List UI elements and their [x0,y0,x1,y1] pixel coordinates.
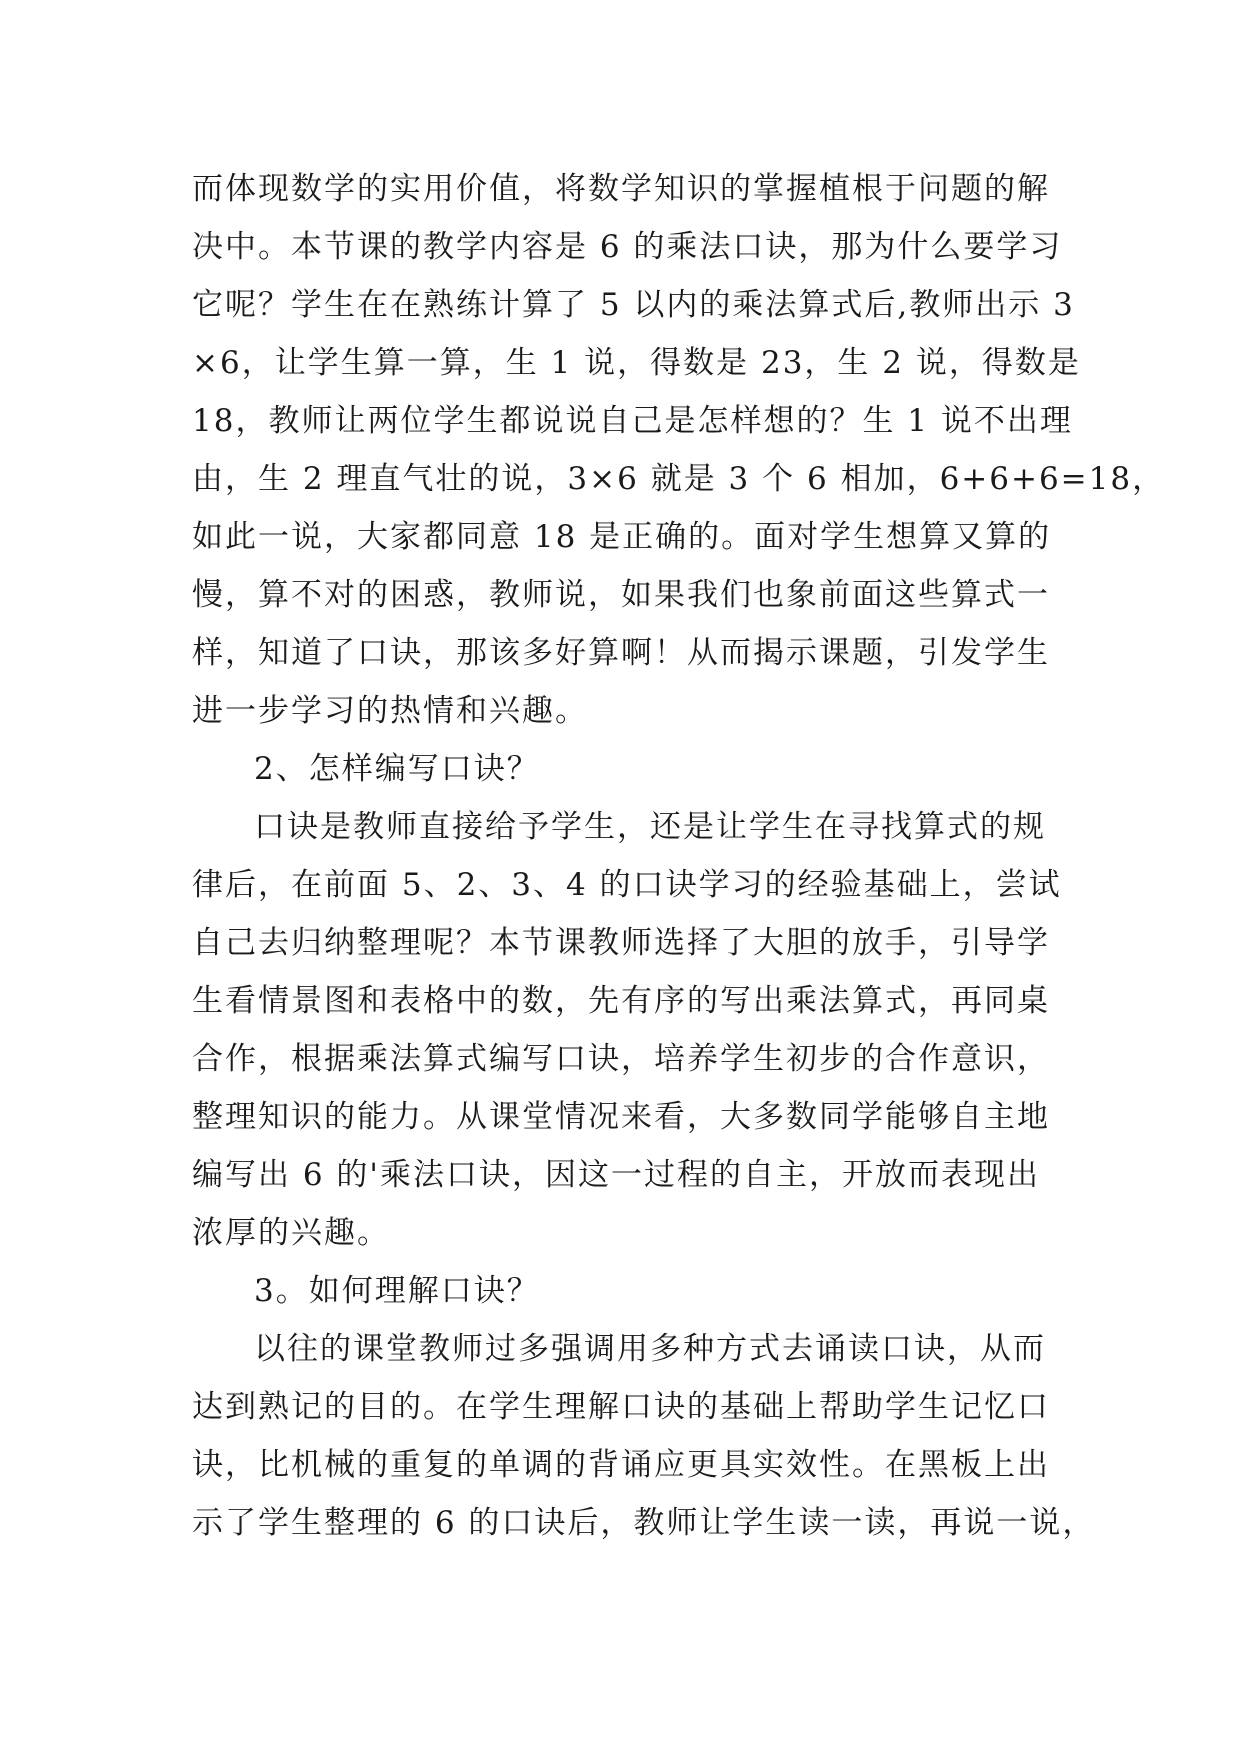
text-line: 合作，根据乘法算式编写口诀，培养学生初步的合作意识， [192,1041,1050,1077]
text-line: 诀，比机械的重复的单调的背诵应更具实效性。在黑板上出 [192,1447,1050,1483]
text-line: 生看情景图和表格中的数，先有序的写出乘法算式，再同桌 [192,983,1050,1019]
text-line: 18，教师让两位学生都说说自己是怎样想的？生 1 说不出理 [192,403,1073,439]
paragraph-first-line: 以往的课堂教师过多强调用多种方式去诵读口诀，从而 [254,1331,1046,1367]
paragraph-first-line: 口诀是教师直接给予学生，还是让学生在寻找算式的规 [254,809,1046,845]
text-line: 编写出 6 的'乘法口诀，因这一过程的自主，开放而表现出 [192,1157,1040,1193]
document-body [192,160,1166,1552]
text-line: 示了学生整理的 6 的口诀后，教师让学生读一读，再说一说， [192,1505,1096,1541]
text-line: 慢，算不对的困惑，教师说，如果我们也象前面这些算式一 [192,577,1050,613]
section-heading: 2、怎样编写口诀？ [254,751,540,787]
text-line: 样，知道了口诀，那该多好算啊！从而揭示课题，引发学生 [192,635,1050,671]
text-line: 由，生 2 理直气壮的说，3×6 就是 3 个 6 相加，6+6+6=18， [192,461,1166,497]
text-line: 律后，在前面 5、2、3、4 的口诀学习的经验基础上，尝试 [192,867,1062,903]
text-line: 浓厚的兴趣。 [192,1215,390,1251]
section-heading: 3。如何理解口诀？ [254,1273,540,1309]
text-line: 达到熟记的目的。在学生理解口诀的基础上帮助学生记忆口 [192,1389,1050,1425]
text-line: 它呢？学生在在熟练计算了 5 以内的乘法算式后,教师出示 3 [192,287,1075,323]
text-line: 而体现数学的实用价值，将数学知识的掌握植根于问题的解 [192,171,1050,207]
text-line: 决中。本节课的教学内容是 6 的乘法口诀，那为什么要学习 [192,229,1063,265]
text-line: 进一步学习的热情和兴趣。 [192,693,588,729]
text-line: 整理知识的能力。从课堂情况来看，大多数同学能够自主地 [192,1099,1050,1135]
text-line: 如此一说，大家都同意 18 是正确的。面对学生想算又算的 [192,519,1052,555]
text-line: 自己去归纳整理呢？本节课教师选择了大胆的放手，引导学 [192,925,1050,961]
text-line: ×6，让学生算一算，生 1 说，得数是 23，生 2 说，得数是 [192,345,1081,381]
